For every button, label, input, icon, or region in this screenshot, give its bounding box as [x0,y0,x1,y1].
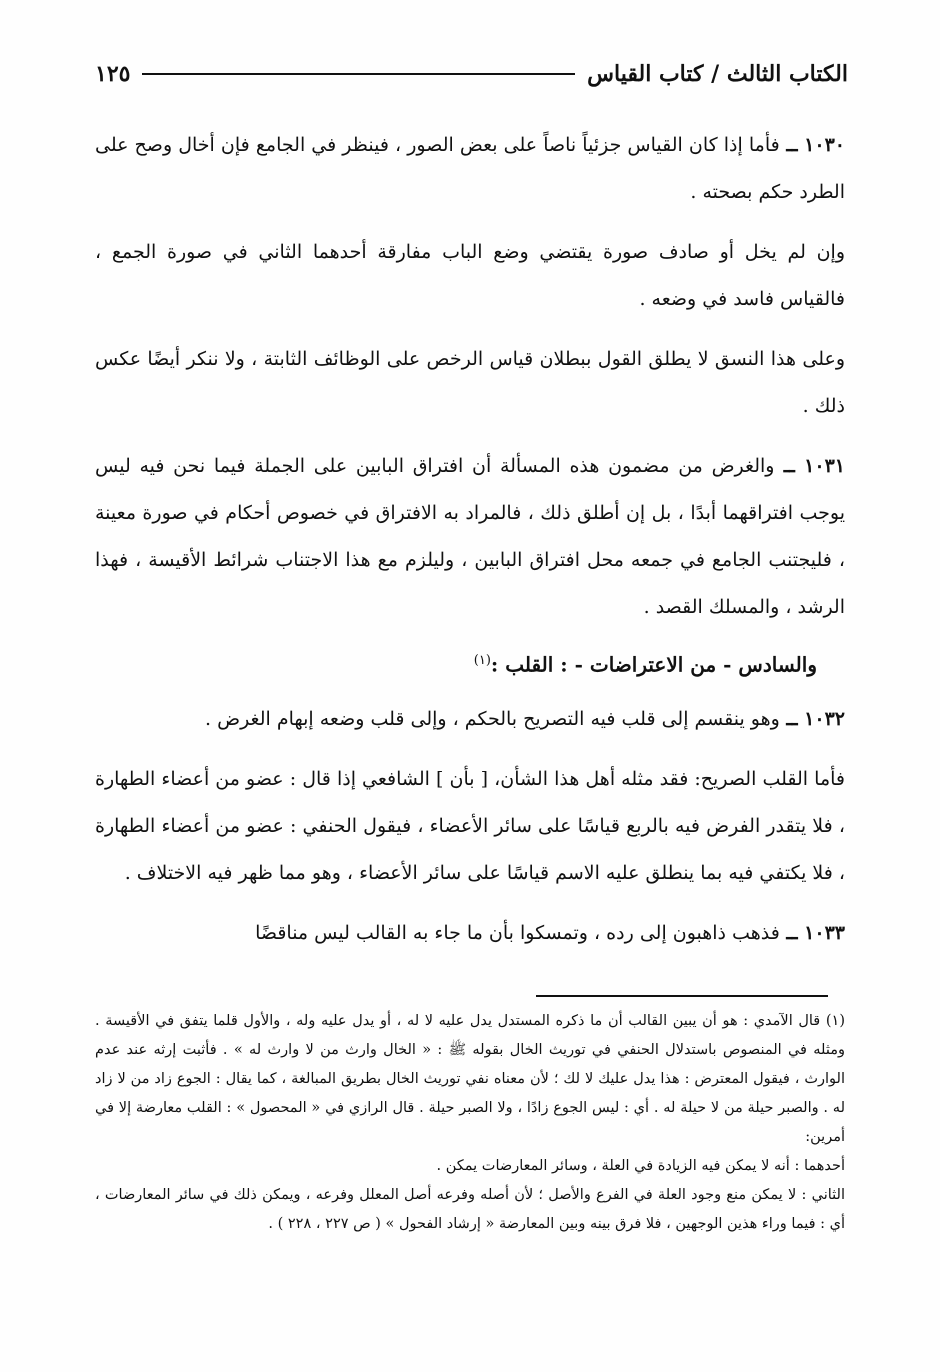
header-rule [142,73,575,75]
paragraph-dash: ــ [779,921,805,944]
page-number: ١٢٥ [95,61,131,87]
paragraph-number: ١٠٣١ [804,455,845,477]
paragraph [95,336,845,430]
section-heading-text: والسادس - من الاعتراضات - : القلب : [490,652,817,677]
paragraph [95,910,845,957]
footnote-reference[interactable]: (١) [473,653,491,668]
paragraph-text: فذهب ذاهبون إلى رده ، وتمسكوا بأن ما جاء به القالب ليس مناقضًا [255,921,780,944]
paragraph-text: وإن لم يخل أو صادف صورة يقتضي وضع الباب مفارقة أحدهما الثاني في صورة الجمع ، فالقياس فاسد في وضعه . [95,241,845,310]
footnote-text: أحدهما : أنه لا يمكن فيه الزيادة في العلة ، وسائر المعارضات يمكن . [436,1158,845,1174]
paragraph-number: ١٠٣٠ [804,134,845,156]
footnote-separator [536,995,828,997]
section-heading [95,638,845,688]
paragraph-dash: ــ [779,134,805,156]
paragraph [95,756,845,897]
footnote-continuation [95,1181,845,1239]
footnote-text: الثاني : لا يمكن منع وجود العلة في الفرع والأصل ؛ لأن أصله وفرعه أصل المعلل وفرعه ، ويمكن ذلك في سائر المعارضات ، أي : فيما وراء هذين الوجهين ، فلا فرق بينه وبين المعارضة « إرشاد الفحول » ( ص ٢٢٧ ، ٢٢٨ ) . [95,1187,845,1232]
footnotes [95,1007,845,1239]
paragraph-text: وعلى هذا النسق لا يطلق القول ببطلان قياس الرخص على الوظائف الثابتة ، ولا ننكر أيضًا عكس ذلك . [95,348,845,417]
main-text [95,122,845,970]
paragraph-number: ١٠٣٢ [804,707,845,730]
footnote-continuation [95,1152,845,1181]
footnote-id: (١) [825,1013,846,1029]
paragraph [95,696,845,743]
paragraph-dash: ــ [774,455,805,477]
paragraph-number: ١٠٣٣ [804,921,845,944]
running-title: الكتاب الثالث / كتاب القياس [587,61,848,87]
paragraph [95,443,845,631]
paragraph-text: وهو ينقسم إلى قلب فيه التصريح بالحكم ، وإلى قلب وضعه إبهام الغرض . [205,707,780,730]
footnote [95,1007,845,1152]
footnote-text: قال الآمدي : هو أن يبين القالب أن ما ذكره المستدل يدل عليه لا له ، أو يدل عليه وله ، والأول قلما يتفق في الأقيسة . ومثله في المنصوص باستدلال الحنفي في توريث الخال بقوله ﷺ : « الخال وارث من لا وارث له » . فأثبت إرثه عند عدم الوارث ، فيقول المعترض : هذا يدل عليك لا لك ؛ لأن معناه نفي توريث الخال بطريق المبالغة ، كما يقال : الجوع زاد من لا زاد له . والصبر حيلة من لا حيلة له . أي : ليس الجوع زادًا ، ولا الصبر حيلة . قال الرازي في « المحصول » : القلب معارضة إلا في أمرين: [95,1013,845,1145]
paragraph [95,229,845,323]
running-header [95,52,848,96]
paragraph-dash: ــ [779,707,805,730]
paragraph [95,122,845,216]
paragraph-text: فأما إذا كان القياس جزئياً ناصاً على بعض الصور ، فينظر في الجامع فإن أخال وصح على الطرد حكم بصحته . [95,134,845,203]
paragraph-text: والغرض من مضمون هذه المسألة أن افتراق البابين على الجملة فيما نحن فيه ليس يوجب افتراقهما أبدًا ، بل إن أطلق ذلك ، فالمراد به الافتراق في خصوص أحكام في صورة معينة ، فليجتنب الجامع في جمعه محل افتراق البابين ، وليلزم مع هذا الاجتناب شرائط الأقيسة ، فهذا الرشد ، والمسلك القصد . [95,455,845,618]
paragraph-text: فأما القلب الصريح: فقد مثله أهل هذا الشأن، [ بأن ] الشافعي إذا قال : عضو من أعضاء الطهارة ، فلا يتقدر الفرض فيه بالربع قياسًا على سائر الأعضاء ، فيقول الحنفي : عضو من أعضاء الطهارة ، فلا يكتفي فيه بما ينطلق عليه الاسم قياسًا على سائر الأعضاء ، وهو مما ظهر فيه الاختلاف . [95,767,845,884]
